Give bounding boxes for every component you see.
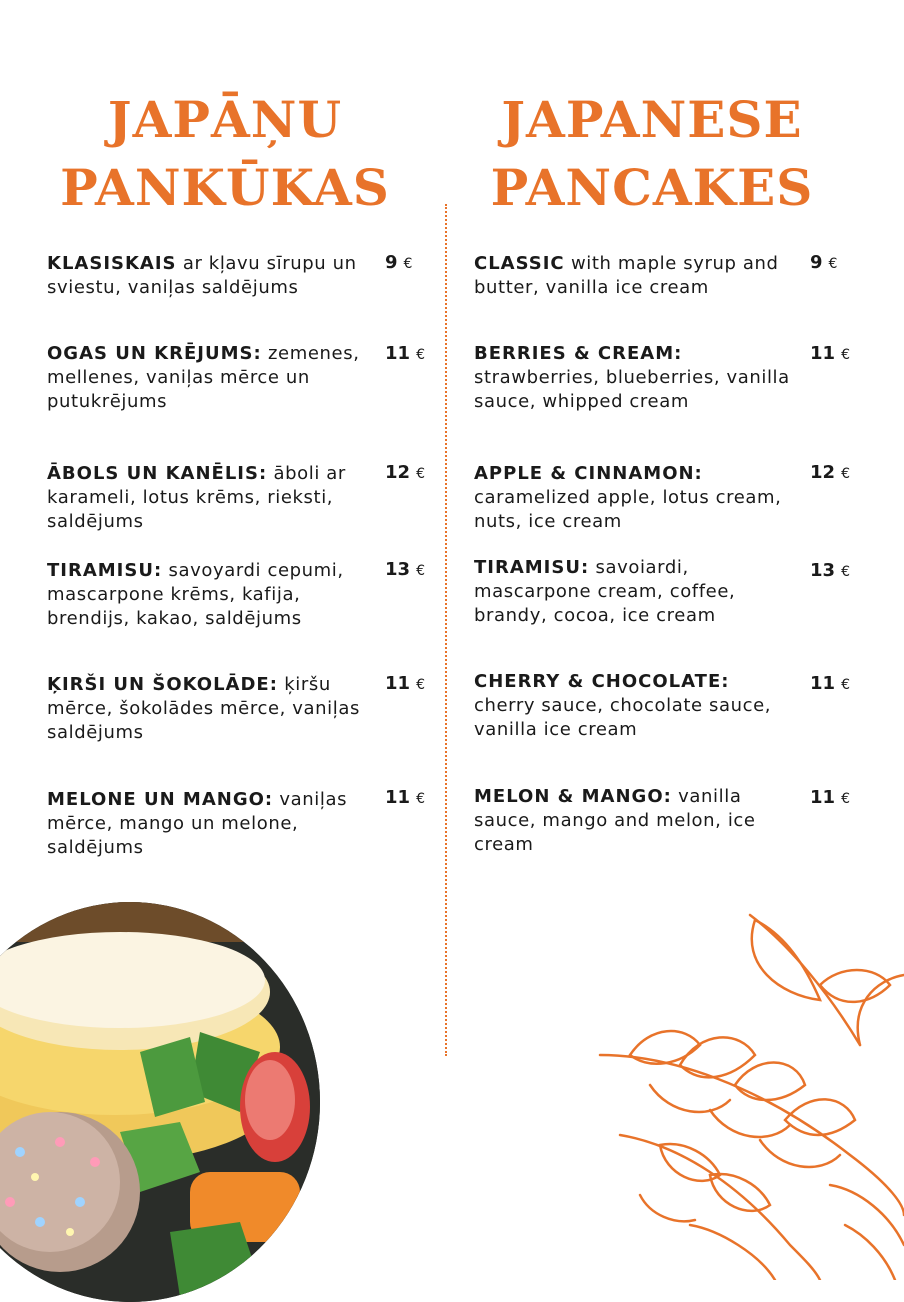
price-value: 11 [385,343,411,364]
item-price [810,462,850,483]
currency: € [841,791,850,807]
item-price [810,787,850,808]
item-description: caramelized apple, lotus cream, nuts, ice cream [474,487,782,532]
menu-title-english [482,86,822,222]
currency: € [403,256,413,272]
item-price [385,787,425,808]
title-line: PANKŪKAS [60,158,390,217]
item-price [385,252,412,273]
title-line: JAPĀŅU [107,90,343,149]
item-description: vanilla sauce, mango and melon, ice cream [474,786,756,855]
item-name: TIRAMISU: [474,557,590,578]
currency: € [841,466,850,482]
item-description: strawberries, blueberries, vanilla sauce, whipped cream [474,367,790,412]
price-value: 11 [810,673,836,694]
item-price [810,560,850,581]
menu-item [474,670,794,742]
currency: € [416,791,425,807]
item-description: savoiardi, mascarpone cream, coffee, brandy, cocoa, ice cream [474,557,736,626]
item-description: savoyardi cepumi, mascarpone krēms, kafija, brendijs, kakao, saldējums [47,560,344,629]
pancake-illustration [0,902,320,1302]
menu-item [47,342,367,414]
currency: € [416,677,425,693]
item-name: MELONE UN MANGO: [47,789,274,810]
currency: € [841,347,850,363]
menu-item [474,342,794,414]
currency: € [416,563,425,579]
item-name: CLASSIC [474,253,565,274]
item-price [385,462,425,483]
price-value: 11 [810,787,836,808]
title-line: PANCAKES [490,158,814,217]
item-description: cherry sauce, chocolate sauce, vanilla ice cream [474,695,772,740]
price-value: 9 [385,252,398,273]
item-name: CHERRY & CHOCOLATE: [474,671,730,692]
price-value: 12 [810,462,836,483]
menu-item [47,252,367,300]
item-name: MELON & MANGO: [474,786,672,807]
item-price [385,673,425,694]
menu-item [47,462,367,534]
item-description: zemenes, mellenes, vaniļas mērce un putukrējums [47,343,360,412]
menu-item [47,788,367,860]
item-price [810,252,837,273]
title-line: JAPANESE [501,90,803,149]
menu-item [474,556,794,628]
price-value: 11 [385,787,411,808]
price-value: 11 [385,673,411,694]
menu-item [47,673,367,745]
pancake-photo [0,902,320,1302]
menu-item [47,559,367,631]
item-name: KLASISKAIS [47,253,177,274]
item-price [810,673,850,694]
currency: € [828,256,838,272]
price-value: 13 [810,560,836,581]
item-price [385,343,425,364]
item-name: BERRIES & CREAM: [474,343,683,364]
currency: € [416,466,425,482]
item-name: TIRAMISU: [47,560,163,581]
currency: € [841,564,850,580]
menu-item [474,462,794,534]
item-name: ĀBOLS UN KANĒLIS: [47,463,268,484]
leaf-decoration [590,905,904,1280]
item-description: āboli ar karameli, lotus krēms, rieksti, saldējums [47,463,346,532]
menu-item [474,252,794,300]
menu-title-latvian [55,86,395,222]
item-description: ķiršu mērce, šokolādes mērce, vaniļas saldējums [47,674,360,743]
price-value: 9 [810,252,823,273]
price-value: 13 [385,559,411,580]
item-price [810,343,850,364]
currency: € [416,347,425,363]
item-name: APPLE & CINNAMON: [474,463,703,484]
currency: € [841,677,850,693]
item-name: OGAS UN KRĒJUMS: [47,343,262,364]
item-description: ar kļavu sīrupu un sviestu, vaniļas saldējums [47,253,357,298]
item-name: ĶIRŠI UN ŠOKOLĀDE: [47,674,278,695]
item-description: vaniļas mērce, mango un melone, saldējums [47,789,348,858]
price-value: 11 [810,343,836,364]
item-price [385,559,425,580]
column-divider [445,204,447,1056]
price-value: 12 [385,462,411,483]
item-description: with maple syrup and butter, vanilla ice cream [474,253,779,298]
menu-item [474,785,794,857]
